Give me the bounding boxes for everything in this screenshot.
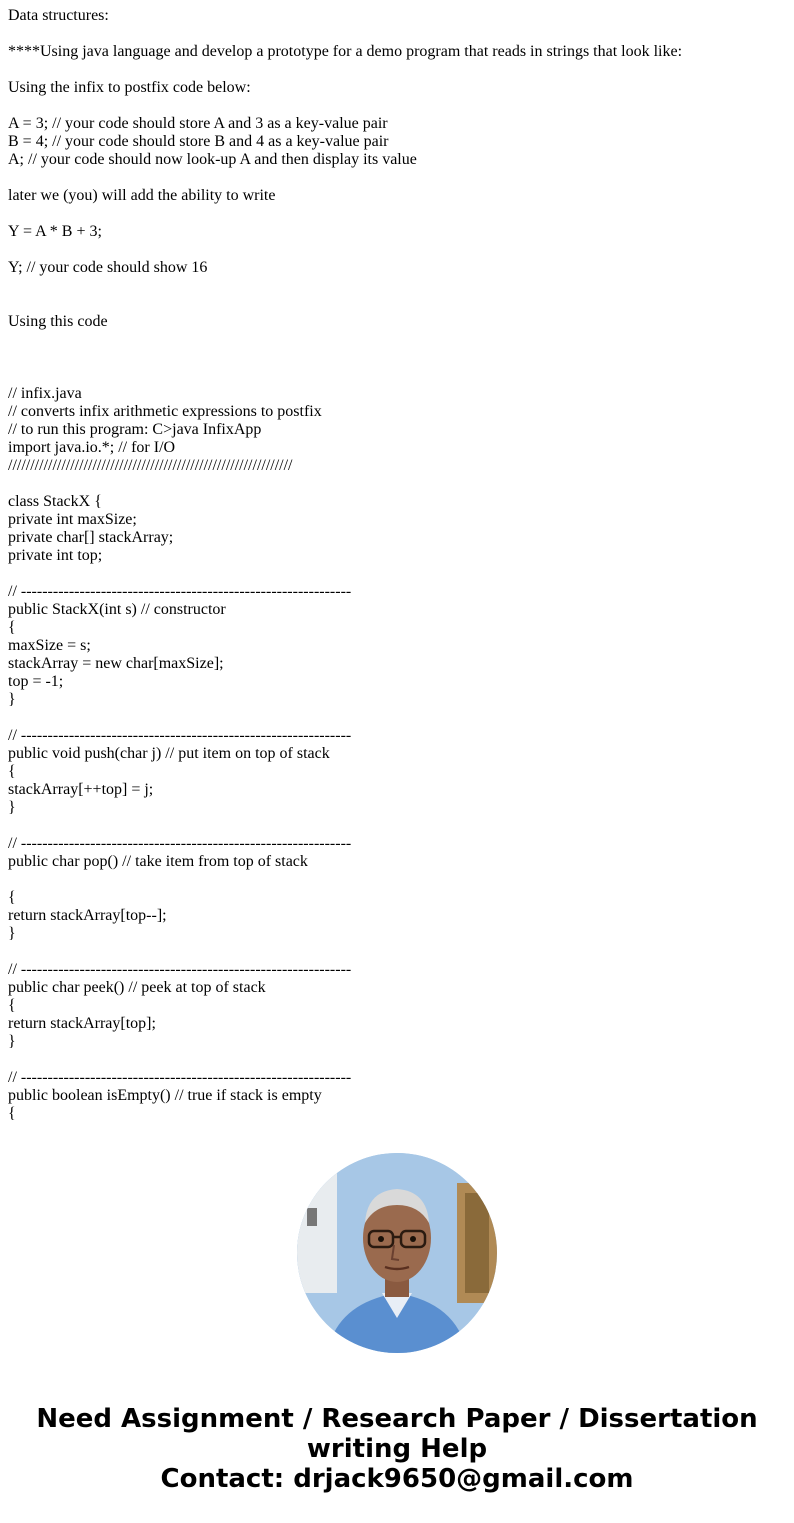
blank-line xyxy=(8,61,788,79)
text-line: public void push(char j) // put item on top of stack xyxy=(8,745,330,762)
text-line: } xyxy=(8,925,16,942)
text-line: import java.io.*; // for I/O xyxy=(8,439,176,456)
text-line: stackArray[++top] = j; xyxy=(8,781,154,798)
text-line: maxSize = s; xyxy=(8,637,91,654)
blank-line xyxy=(8,565,788,583)
blank-line xyxy=(8,367,788,385)
text-line: // -------------------------------------------------------------- xyxy=(8,835,352,852)
text-line: private int top; xyxy=(8,547,103,564)
blank-line xyxy=(8,97,788,115)
text-line: Using this code xyxy=(8,313,108,330)
blank-line xyxy=(8,331,788,349)
blank-line xyxy=(8,295,788,313)
text-line: private char[] stackArray; xyxy=(8,529,174,546)
text-line: // to run this program: C>java InfixApp xyxy=(8,421,262,438)
text-line: } xyxy=(8,1033,16,1050)
blank-line xyxy=(8,871,788,889)
blank-line xyxy=(8,475,788,493)
text-line: { xyxy=(8,1105,16,1122)
text-line: // -------------------------------------------------------------- xyxy=(8,1069,352,1086)
text-line: later we (you) will add the ability to write xyxy=(8,187,276,204)
text-line: Using the infix to postfix code below: xyxy=(8,79,251,96)
text-line: // infix.java xyxy=(8,385,82,402)
text-line: // -------------------------------------------------------------- xyxy=(8,727,352,744)
text-line: class StackX { xyxy=(8,493,102,510)
text-line: public StackX(int s) // constructor xyxy=(8,601,226,618)
blank-line xyxy=(8,709,788,727)
text-line: //////////////////////////////////////////////////////////////// xyxy=(8,457,293,474)
blank-line xyxy=(8,277,788,295)
text-line: { xyxy=(8,889,16,906)
blank-line xyxy=(8,349,788,367)
blank-line xyxy=(8,205,788,223)
text-line: public char pop() // take item from top of stack xyxy=(8,853,308,870)
text-line: A; // your code should now look-up A and then display its value xyxy=(8,151,417,168)
text-line: } xyxy=(8,691,16,708)
contact-banner xyxy=(0,1404,794,1494)
text-line: } xyxy=(8,799,16,816)
document-body xyxy=(8,7,788,1123)
text-line: B = 4; // your code should store B and 4 as a key-value pair xyxy=(8,133,389,150)
text-line: private int maxSize; xyxy=(8,511,137,528)
text-line: { xyxy=(8,619,16,636)
blank-line xyxy=(8,25,788,43)
text-line: public boolean isEmpty() // true if stack is empty xyxy=(8,1087,322,1104)
banner-subheadline: writing Help xyxy=(306,1434,488,1464)
text-line: Y; // your code should show 16 xyxy=(8,259,208,276)
blank-line xyxy=(8,943,788,961)
blank-line xyxy=(8,241,788,259)
banner-headline: Need Assignment / Research Paper / Dissertation xyxy=(36,1404,758,1434)
text-line: Data structures: xyxy=(8,7,109,24)
text-line: top = -1; xyxy=(8,673,64,690)
blank-line xyxy=(8,169,788,187)
author-avatar xyxy=(297,1153,497,1353)
text-line: Y = A * B + 3; xyxy=(8,223,102,240)
text-line: public char peek() // peek at top of stack xyxy=(8,979,266,996)
text-line: // -------------------------------------------------------------- xyxy=(8,583,352,600)
blank-line xyxy=(8,817,788,835)
blank-line xyxy=(8,1051,788,1069)
text-line: { xyxy=(8,997,16,1014)
person-photo-icon xyxy=(297,1153,497,1353)
text-line: stackArray = new char[maxSize]; xyxy=(8,655,224,672)
banner-contact-email: Contact: drjack9650@gmail.com xyxy=(160,1464,634,1494)
text-line: A = 3; // your code should store A and 3 as a key-value pair xyxy=(8,115,388,132)
text-line: // -------------------------------------------------------------- xyxy=(8,961,352,978)
text-line: ****Using java language and develop a prototype for a demo program that reads in strings that look like: xyxy=(8,43,683,60)
text-line: { xyxy=(8,763,16,780)
text-line: // converts infix arithmetic expressions to postfix xyxy=(8,403,322,420)
text-line: return stackArray[top--]; xyxy=(8,907,167,924)
text-line: return stackArray[top]; xyxy=(8,1015,156,1032)
